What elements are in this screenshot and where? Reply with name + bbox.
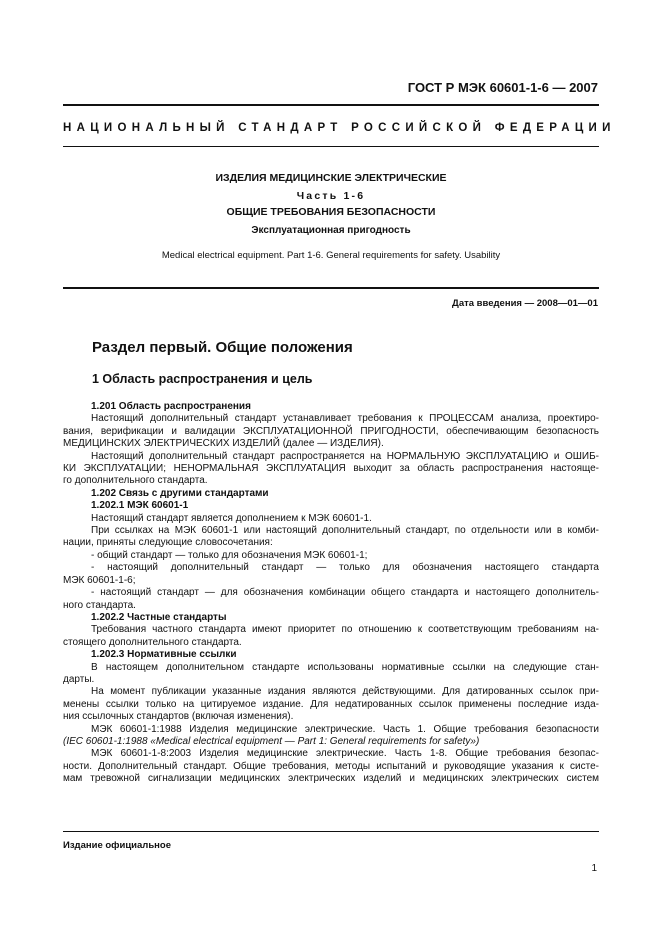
- subclause-heading: 1.202.3 Нормативные ссылки: [91, 649, 237, 661]
- reference-line: (IEC 60601-1:1988 «Medical electrical equipment — Part 1: General requirements for safety»): [63, 735, 480, 747]
- subclause-heading: 1.202.2 Частные стандарты: [91, 611, 227, 623]
- paragraph-line: При ссылках на МЭК 60601-1 или настоящий дополнительный стандарт, по отдельности или в комби-: [91, 525, 599, 537]
- national-standard-banner: НАЦИОНАЛЬНЫЙ СТАНДАРТ РОССИЙСКОЙ ФЕДЕРАЦИИ: [63, 122, 616, 134]
- reference-line: ности. Дополнительный стандарт. Общие требования, методы испытаний и руководящие указания к систе-: [63, 760, 599, 772]
- standard-code: ГОСТ Р МЭК 60601-1-6 — 2007: [407, 80, 598, 95]
- official-edition-note: Издание официальное: [63, 840, 171, 851]
- title-rule: [63, 287, 599, 289]
- list-item: - настоящий стандарт — для обозначения комбинации общего стандарта и настоящего дополнитель-: [91, 587, 599, 599]
- clause-heading: 1 Область распространения и цель: [92, 372, 313, 386]
- paragraph-line: Настоящий стандарт является дополнением к МЭК 60601-1.: [91, 512, 372, 524]
- paragraph-line: го дополнительного стандарта.: [63, 475, 208, 487]
- list-item: МЭК 60601-1-6;: [63, 574, 136, 586]
- reference-line: МЭК 60601-1-8:2003 Изделия медицинские электрические. Часть 1-8. Общие требования безопас-: [91, 748, 599, 760]
- paragraph-line: менены ссылки только на цитируемое издание. Для недатированных ссылок применены последние изда-: [63, 698, 599, 710]
- document-body: [63, 401, 599, 786]
- list-item: - настоящий дополнительный стандарт — только для обозначения настоящего стандарта: [91, 562, 599, 574]
- reference-line: мам тревожной сигнализации медицинских электрических изделий и медицинских электрических систем: [63, 773, 599, 785]
- document-title: ИЗДЕЛИЯ МЕДИЦИНСКИЕ ЭЛЕКТРИЧЕСКИЕ: [215, 172, 447, 184]
- banner-rule: [63, 146, 599, 147]
- paragraph-line: стоящего дополнительного стандарта.: [63, 636, 242, 648]
- subclause-heading: 1.202.1 МЭК 60601-1: [91, 500, 189, 512]
- paragraph-line: нации, приняты следующие словосочетания:: [63, 537, 273, 549]
- paragraph-line: КИ ЭКСПЛУАТАЦИИ; НЕНОРМАЛЬНАЯ ЭКСПЛУАТАЦИЯ выходит за область распространения настояще-: [63, 463, 599, 475]
- paragraph-line: Настоящий дополнительный стандарт устанавливает требования к ПРОЦЕССАМ анализа, проектиро-: [91, 413, 599, 425]
- english-title: Medical electrical equipment. Part 1-6. General requirements for safety. Usability: [161, 250, 501, 261]
- paragraph-line: ния ссылочных стандартов (включая изменения).: [63, 711, 294, 723]
- paragraph-line: В настоящем дополнительном стандарте использованы нормативные ссылки на следующие стан-: [91, 661, 599, 673]
- subclause-heading: 1.201 Область распространения: [91, 401, 251, 412]
- list-item: - общий стандарт — только для обозначения МЭК 60601-1;: [91, 549, 368, 561]
- header-rule: [63, 104, 599, 106]
- introduction-date: Дата введения — 2008—01—01: [452, 298, 598, 309]
- section-title: Раздел первый. Общие положения: [92, 339, 353, 356]
- document-part: Часть 1-6: [296, 190, 366, 202]
- subclause-heading: 1.202 Связь с другими стандартами: [91, 487, 269, 499]
- paragraph-line: МЕДИЦИНСКИХ ЭЛЕКТРИЧЕСКИХ ИЗДЕЛИЙ (далее — ИЗДЕЛИЯ).: [63, 438, 384, 450]
- paragraph-line: дарты.: [63, 673, 95, 685]
- list-item: ного стандарта.: [63, 599, 136, 611]
- paragraph-line: Настоящий дополнительный стандарт распространяется на НОРМАЛЬНУЮ ЭКСПЛУАТАЦИЮ и ОШИБ-: [91, 450, 599, 462]
- document-subtitle: Эксплуатационная пригодность: [251, 225, 411, 236]
- document-requirements-title: ОБЩИЕ ТРЕБОВАНИЯ БЕЗОПАСНОСТИ: [226, 206, 436, 218]
- footer-rule: [63, 831, 599, 832]
- page-number: 1: [591, 863, 597, 874]
- reference-line: МЭК 60601-1:1988 Изделия медицинские электрические. Часть 1. Общие требования безопасности: [91, 723, 599, 735]
- paragraph-line: вания, верификации и валидации ЭКСПЛУАТАЦИОННОЙ ПРИГОДНОСТИ, обеспечивающим безопасность: [63, 425, 599, 437]
- paragraph-line: Требования частного стандарта имеют приоритет по отношению к соответствующим требованиям на-: [91, 624, 599, 636]
- paragraph-line: На момент публикации указанные издания являются действующими. Для датированных ссылок при-: [91, 686, 599, 698]
